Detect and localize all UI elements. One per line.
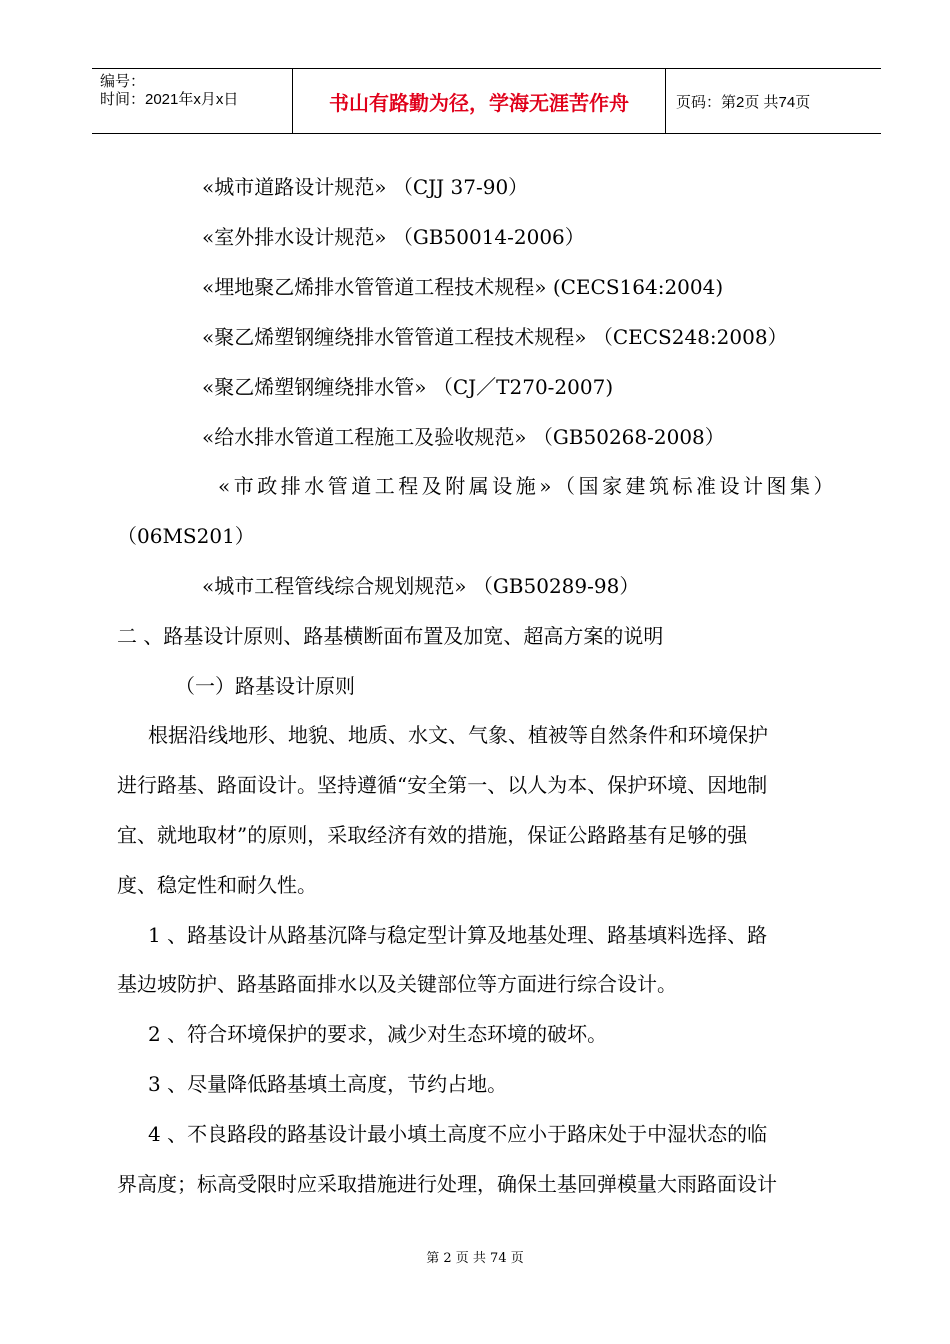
subsection-heading: （一）路基设计原则 xyxy=(175,674,355,698)
document-time-label: 时间：2021年x月x日 xyxy=(100,91,239,108)
header-motto: 书山有路勤为径，学海无涯苦作舟 xyxy=(329,90,629,115)
reference-line: «城市道路设计规范» （CJJ 37-90） xyxy=(202,175,529,199)
paragraph-line: 基边坡防护、路基路面排水以及关键部位等方面进行综合设计。 xyxy=(117,972,677,996)
paragraph-line: 3 、尽量降低路基填土高度，节约占地。 xyxy=(148,1072,508,1096)
header-meta-cell xyxy=(92,69,293,133)
page-footer: 第 2 页 共 74 页 xyxy=(426,1251,524,1266)
header-page-info: 页码：第2页 共74页 xyxy=(676,93,811,111)
paragraph-line: 根据沿线地形、地貌、地质、水文、气象、植被等自然条件和环境保护 xyxy=(148,723,768,747)
paragraph-line: 4 、不良路段的路基设计最小填土高度不应小于路床处于中湿状态的临 xyxy=(148,1122,768,1146)
document-code-label: 编号： xyxy=(100,73,146,90)
paragraph-line: 界高度；标高受限时应采取措施进行处理，确保土基回弹模量大雨路面设计 xyxy=(117,1172,777,1196)
reference-line: «聚乙烯塑钢缠绕排水管» （CJ／T270-2007) xyxy=(202,375,614,399)
reference-line-continued: （06MS201） xyxy=(117,524,255,548)
paragraph-line: 度、稳定性和耐久性。 xyxy=(117,873,317,897)
reference-line: «埋地聚乙烯排水管管道工程技术规程» (CECS164:2004) xyxy=(202,275,724,299)
paragraph-line: 2 、符合环境保护的要求，减少对生态环境的破坏。 xyxy=(148,1022,608,1046)
section-heading: 二 、路基设计原则、路基横断面布置及加宽、超高方案的说明 xyxy=(117,624,664,648)
header-page-cell xyxy=(666,69,881,133)
reference-line: «城市工程管线综合规划规范» （GB50289-98） xyxy=(202,574,640,598)
reference-line: «室外排水设计规范» （GB50014-2006） xyxy=(202,225,585,249)
paragraph-line: 1 、路基设计从路基沉降与稳定型计算及地基处理、路基填料选择、路 xyxy=(148,923,768,947)
header-motto-cell xyxy=(293,69,666,133)
reference-line: «给水排水管道工程施工及验收规范» （GB50268-2008） xyxy=(202,425,725,449)
reference-line: «聚乙烯塑钢缠绕排水管管道工程技术规程» （CECS248:2008） xyxy=(202,325,788,349)
reference-line: «市政排水管道工程及附属设施»（国家建筑标准设计图集） xyxy=(218,474,837,498)
paragraph-line: 进行路基、路面设计。坚持遵循“安全第一、以人为本、保护环境、因地制 xyxy=(117,773,768,797)
paragraph-line: 宜、就地取材”的原则，采取经济有效的措施，保证公路路基有足够的强 xyxy=(117,823,748,847)
page-header xyxy=(92,68,881,134)
